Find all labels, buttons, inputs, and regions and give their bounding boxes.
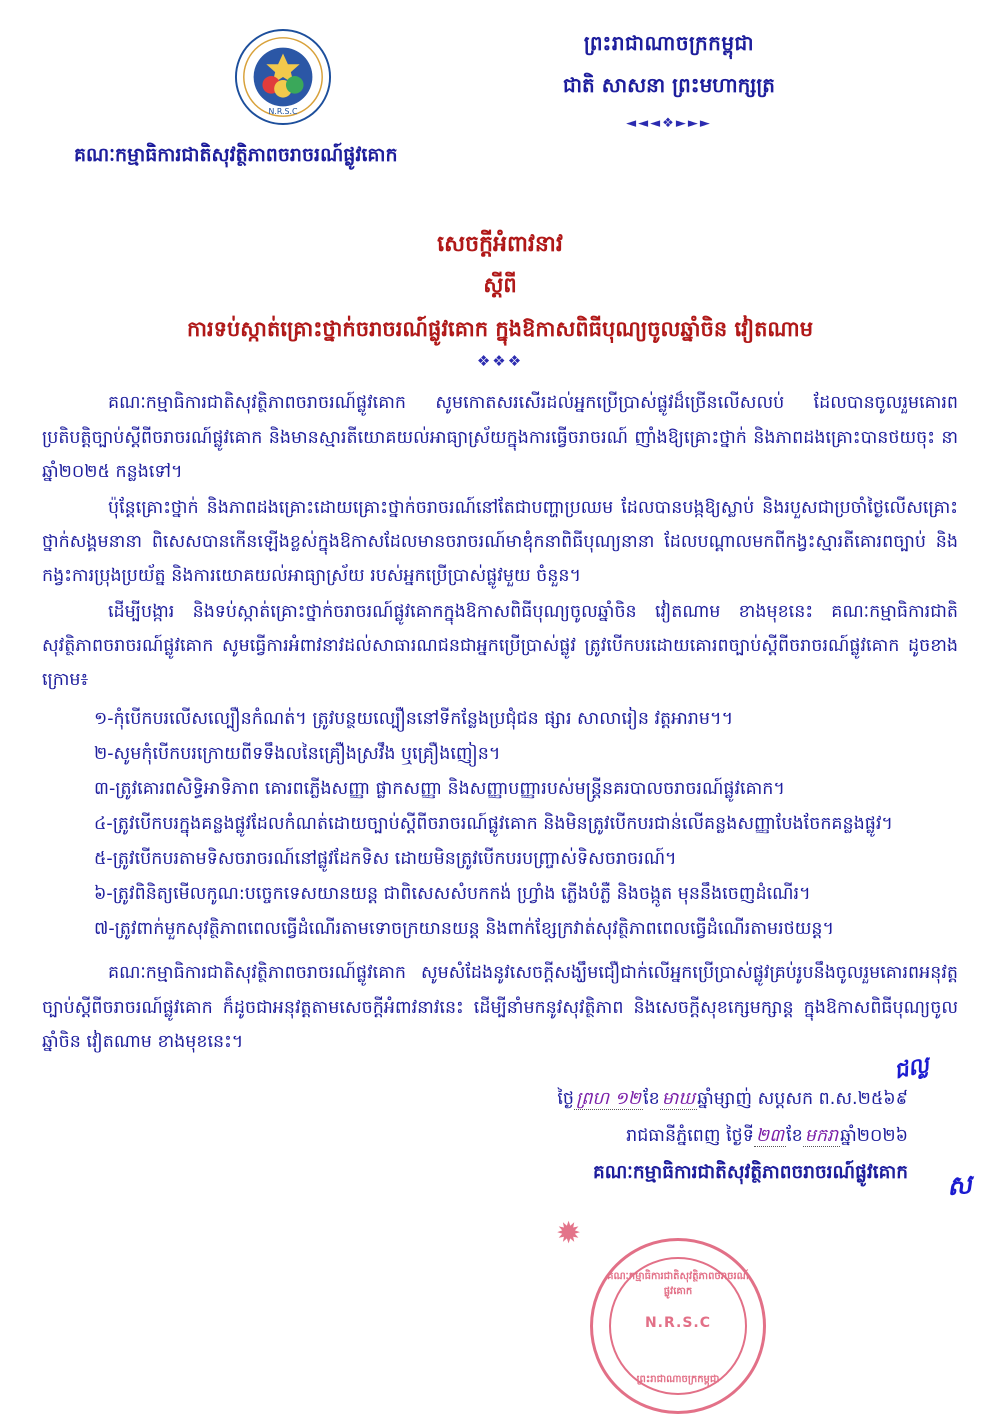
date2-month-fill: មករា xyxy=(804,1125,839,1146)
list-item: ១-កុំបើកបរលើសល្បឿនកំណត់។ ត្រូវបន្ថយល្បឿននៅទីកន្លែងប្រជុំជន ផ្សារ សាលារៀន វត្តអារាម។។ xyxy=(94,708,734,729)
title-subject: ការទប់ស្កាត់គ្រោះថ្នាក់ចរាចរណ៍ផ្លូវគោក ក្នុងឱកាសពិធីបុណ្យចូលឆ្នាំចិន វៀតណាម xyxy=(186,317,814,341)
ornament-small-icon: ❖❖❖ xyxy=(476,352,524,371)
signature-date-khmer xyxy=(34,1081,908,1118)
date2-day-fill: ២៣ xyxy=(755,1125,785,1146)
document-header xyxy=(34,18,966,166)
ornament-divider-icon: ◄◄◄❖►►► xyxy=(626,116,712,131)
seal-top-text: គណៈកម្មាធិការជាតិសុវត្ថិភាពចរាចរណ៍ផ្លូវគោក xyxy=(607,1271,749,1297)
title-appeal: សេចក្តីអំពាវនាវ xyxy=(437,232,563,257)
date2-mid: ខែ xyxy=(786,1125,803,1146)
signature-authority: គណៈកម្មាធិការជាតិសុវត្ថិភាពចរាចរណ៍ផ្លូវគោក xyxy=(592,1162,908,1184)
seal-bottom-text: ព្រះរាជាណាចក្រកម្ពុជា xyxy=(636,1374,720,1385)
signature-date-gregorian xyxy=(34,1118,908,1155)
date-day-fill: ព្រហ ១២ xyxy=(576,1088,642,1109)
svg-text:N.R.S.C: N.R.S.C xyxy=(268,107,298,117)
handwritten-signature-top: ជល្ល xyxy=(891,1051,932,1085)
numbered-list xyxy=(42,702,958,947)
document-body xyxy=(34,386,966,1058)
list-item: ៤-ត្រូវបើកបរក្នុងគន្លងផ្លូវដែលកំណត់ដោយច្បាប់ស្តីពីចរាចរណ៍ផ្លូវគោក និងមិនត្រូវបើកបរជាន់លើគន្លងសញ្ញាបែងចែកគន្លងផ្លូវ។ xyxy=(94,813,893,834)
paragraph: ប៉ុន្តែគ្រោះថ្នាក់ និងភាពដងគ្រោះដោយគ្រោះថ្នាក់ចរាចរណ៍នៅតែជាបញ្ហាប្រឈម ដែលបានបង្កឱ្យស្លាប់ និងរបួសជាប្រចាំថ្ងៃលើសគ្រោះថ្នាក់សង្គមនានា ពិសេសបានកើនឡើងខ្លស់ក្នុងឱកាសដែលមានចរាចរណ៍មាឌុំកនាពិធីបុណ្យនានា ដែលបណ្ដាលមកពីកង្វះស្មារតីគោរពច្បាប់ និងកង្វះការប្រុងប្រយ័ត្ន និងការយោគយល់អាធ្យាស្រ័យ របស់អ្នកប្រើប្រាស់ផ្លូវមួយ ចំនួន។ xyxy=(42,497,958,587)
list-item: ៦-ត្រូវពិនិត្យមើលកូណ:បច្ចេកទេសយានយន្ត ជាពិសេសសំបកកង់ ហ្វ្រាំង ភ្លើងបំភ្លឺ និងចង្កូត មុននឹងចេញដំណើរ។ xyxy=(94,884,811,905)
list-item: ៣-ត្រូវគោរពសិទ្ធិអាទិភាព គោរពភ្លើងសញ្ញា ផ្លាកសញ្ញា និងសញ្ញាបញ្ញារបស់មន្ត្រីនគរបាលចរាចរណ៍ផ្លូវគោក។ xyxy=(94,778,785,799)
date-prefix: ថ្ងៃ xyxy=(557,1088,575,1109)
list-item: ៥-ត្រូវបើកបរតាមទិសចរាចរណ៍នៅផ្លូវដែកទិស ដោយមិនត្រូវបើកបរបញ្ច្រាស់ទិសចរាចរណ៍។ xyxy=(94,849,677,870)
paragraph: គណៈកម្មាធិការជាតិសុវត្ថិភាពចរាចរណ៍ផ្លូវគោក សូមកោតសរសើរដល់អ្នកប្រើប្រាស់ផ្លូវដ៏ច្រើនលើសលប់ ដែលបានចូលរួមគោរពប្រតិបត្តិច្បាប់ស្តីពីចរាចរណ៍ផ្លូវគោក និងមានស្មារតីយោគយល់អាធ្យាស្រ័យក្នុងការធ្វើចរាចរណ៍ ញាំងឱ្យគ្រោះថ្នាក់ និងភាពដងគ្រោះបានថយចុះ នាឆ្នាំ២០២៥ កន្លងទៅ។ xyxy=(42,393,958,482)
kingdom-line-2: ជាតិ សាសនា ព្រះមហាក្សត្រ xyxy=(563,73,775,97)
closing-paragraph: គណៈកម្មាធិការជាតិសុវត្ថិភាពចរាចរណ៍ផ្លូវគោក សូមសំដែងនូវសេចក្តីសង្ឃឹមជឿជាក់លើអ្នកប្រើប្រាស់ផ្លូវគ្រប់រូបនឹងចូលរួមគោរពអនុវត្តច្បាប់ស្តីពីចរាចរណ៍ផ្លូវគោក ក៏ដូចជាអនុវត្តតាមសេចក្តីអំពាវនាវនេះ ដើម្បីនាំមកនូវសុវត្ថិភាព និងសេចក្តីសុខក្សេមក្សាន្ត ក្នុងឱកាសពិធីបុណ្យចូលឆ្នាំចិន វៀតណាម ខាងមុខនេះ។ xyxy=(42,963,958,1052)
date-mid: ខែ xyxy=(643,1088,660,1109)
committee-name: គណៈកម្មាធិការជាតិសុវត្ថិភាពចរាចរណ៍ផ្លូវគោក xyxy=(74,144,398,166)
place-prefix: រាជធានីភ្នំពេញ ថ្ងៃទី xyxy=(626,1125,754,1146)
title-subject-label: ស្តីពី xyxy=(483,273,517,297)
official-seal xyxy=(590,1238,766,1414)
seal-center-text: N.R.S.C xyxy=(644,1315,712,1331)
document-titles xyxy=(34,230,966,370)
handwritten-signature-right: ស xyxy=(945,1169,974,1202)
nrsc-logo xyxy=(234,28,332,126)
list-item: ៧-ត្រូវពាក់មួកសុវត្ថិភាពពេលធ្វើដំណើរតាមទោចក្រយានយន្ត និងពាក់ខ្សែក្រវាត់សុវត្ថិភាពពេលធ្វើដំណើរតាមរថយន្ត។ xyxy=(94,919,835,940)
kingdom-line-1: ព្រះរាជាណាចក្រកម្ពុជា xyxy=(583,31,755,55)
date2-suffix: ឆ្នាំ២០២៦ xyxy=(840,1125,908,1146)
seal-star-icon: ✹ xyxy=(556,1216,582,1251)
paragraph: ដើម្បីបង្ការ និងទប់ស្កាត់គ្រោះថ្នាក់ចរាចរណ៍ផ្លូវគោកក្នុងឱកាសពិធីបុណ្យចូលឆ្នាំចិន វៀតណាម ខាងមុខនេះ គណៈកម្មាធិការជាតិសុវត្ថិភាពចរាចរណ៍ផ្លូវគោក សូមធ្វើការអំពាវនាវដល់សាធារណជនជាអ្នកប្រើប្រាស់ផ្លូវ ត្រូវបើកបរដោយគោរពច្បាប់ស្តីពីចរាចរណ៍ផ្លូវគោក ដូចខាងក្រោម៖ xyxy=(42,602,958,691)
kingdom-heading xyxy=(454,30,884,131)
date-suffix: ឆ្នាំម្សាញ់ សប្តសក ព.ស.២៥៦៩ xyxy=(697,1088,908,1109)
signature-block xyxy=(34,1051,974,1202)
list-item: ២-សូមកុំបើកបរក្រោយពីទទឹងលនៃគ្រឿងស្រវឹង ឬគ្រឿងញៀន។ xyxy=(94,743,501,764)
date-month-fill: មាឃ xyxy=(661,1088,696,1109)
